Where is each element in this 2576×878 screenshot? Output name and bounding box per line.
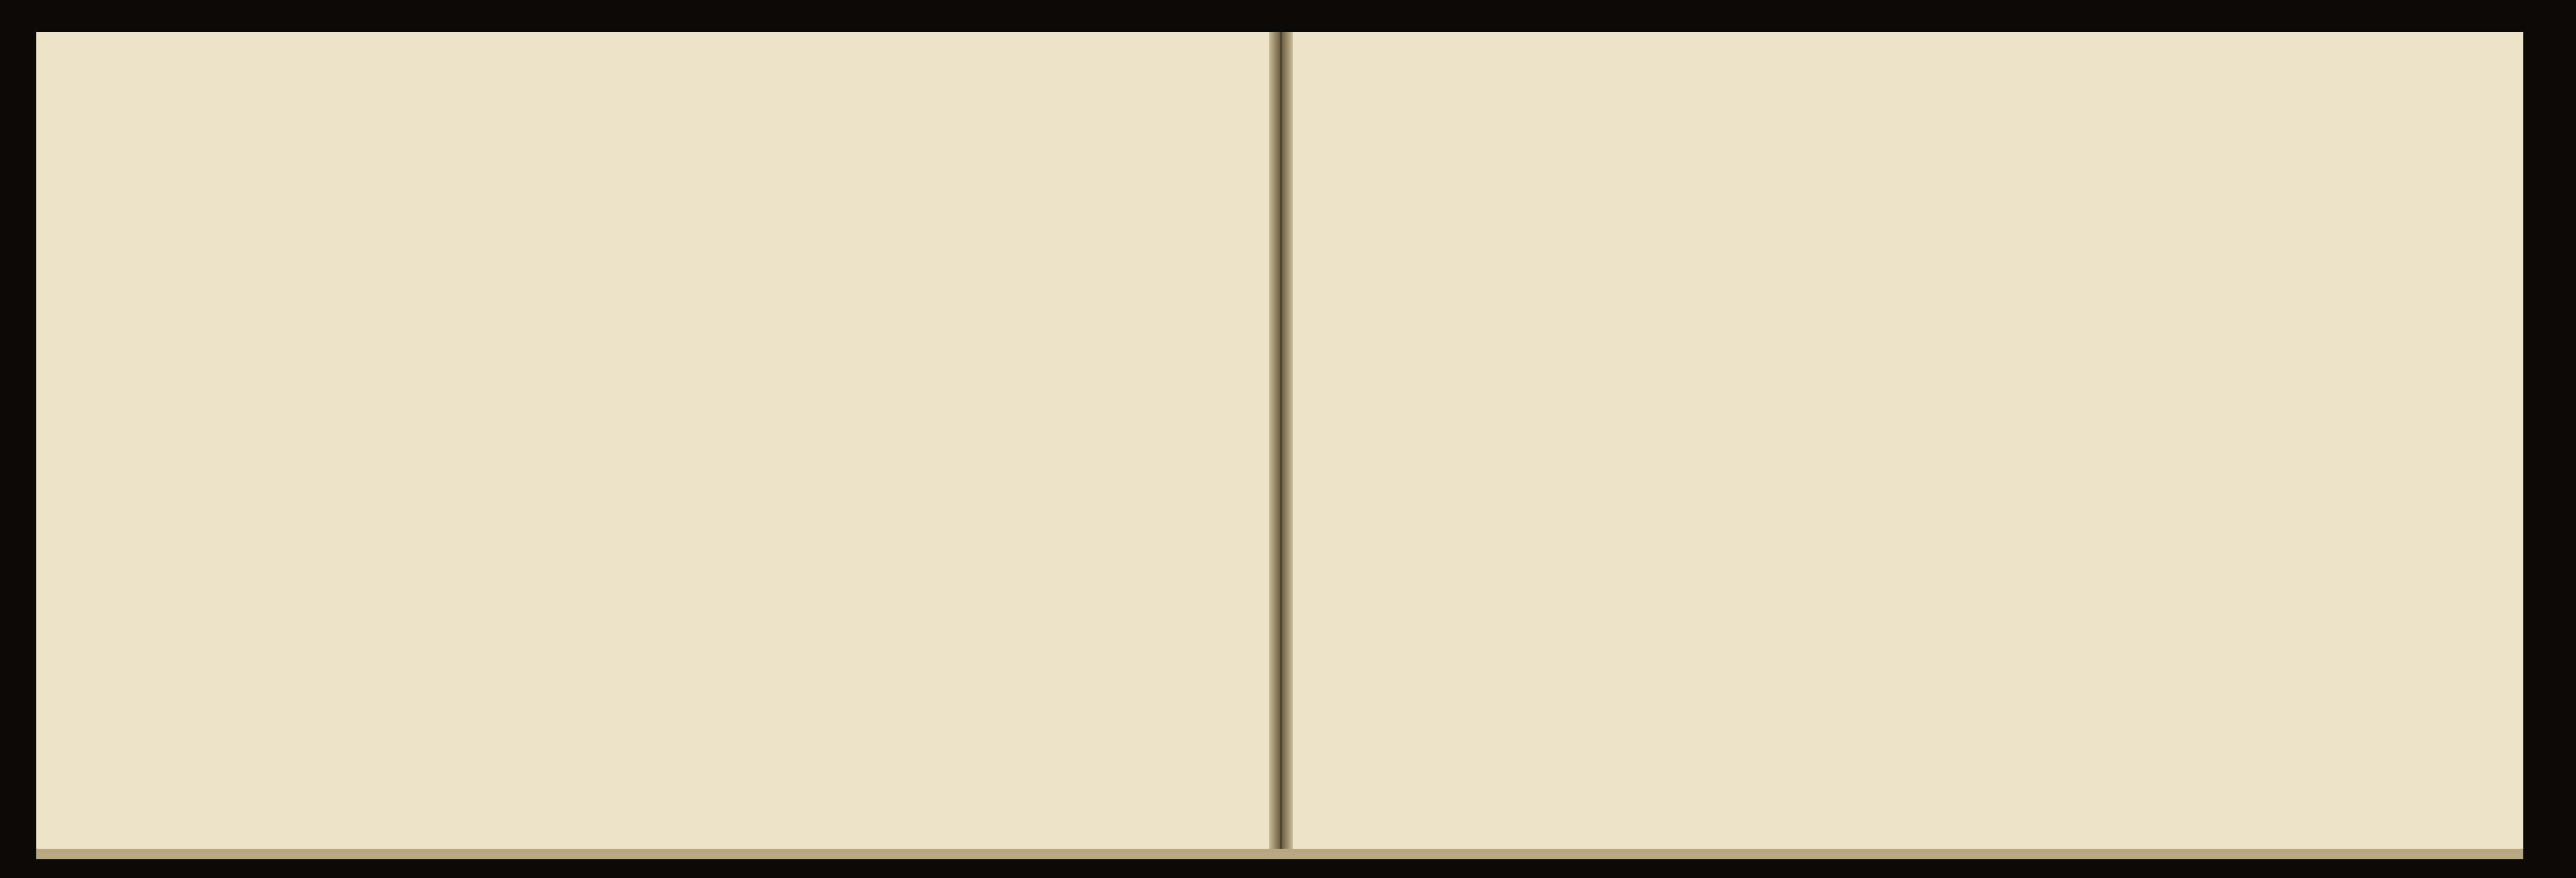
left-page bbox=[36, 32, 1273, 859]
page-edge bbox=[36, 849, 2523, 859]
book-gutter bbox=[1269, 32, 1293, 859]
right-page bbox=[1288, 32, 2523, 859]
